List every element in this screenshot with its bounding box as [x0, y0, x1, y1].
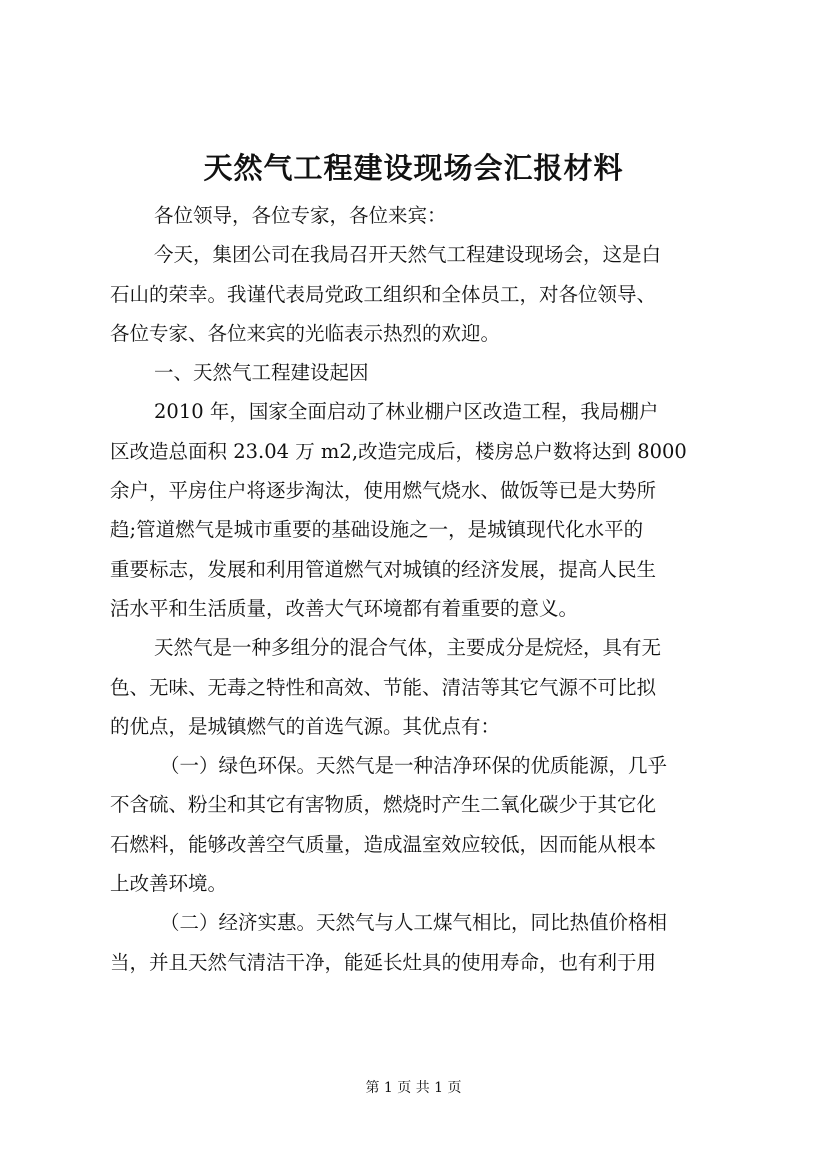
section-heading: 一、天然气工程建设起因	[154, 361, 369, 385]
paragraph-line: 活水平和生活质量，改善大气环境都有着重要的意义。	[110, 596, 579, 620]
page-number-footer: 第 1 页 共 1 页	[365, 1080, 462, 1096]
paragraph-line: 石山的荣幸。我谨代表局党政工组织和全体员工，对各位领导、	[110, 282, 657, 306]
document-body	[110, 196, 732, 982]
paragraph-line: 今天，集团公司在我局召开天然气工程建设现场会，这是白	[154, 243, 662, 267]
paragraph-line: 当，并且天然气清洁干净，能延长灶具的使用寿命，也有利于用	[110, 950, 657, 974]
paragraph-line: 重要标志，发展和利用管道燃气对城镇的经济发展，提高人民生	[110, 557, 657, 581]
paragraph-line: 上改善环境。	[110, 872, 228, 896]
paragraph-line: 天然气是一种多组分的混合气体，主要成分是烷烃，具有无	[154, 636, 662, 660]
paragraph-line: 不含硫、粉尘和其它有害物质，燃烧时产生二氧化碳少于其它化	[110, 793, 657, 817]
paragraph-line: 的优点，是城镇燃气的首选气源。其优点有：	[110, 714, 501, 738]
paragraph-line: 色、无味、无毒之特性和高效、节能、清洁等其它气源不可比拟	[110, 675, 657, 699]
list-item-line: （一）绿色环保。天然气是一种洁净环保的优质能源，几乎	[160, 754, 668, 778]
paragraph-line: 各位专家、各位来宾的光临表示热烈的欢迎。	[110, 321, 501, 345]
paragraph-line: 2010 年，国家全面启动了林业棚户区改造工程，我局棚户	[154, 400, 659, 424]
paragraph-line: 石燃料，能够改善空气质量，造成温室效应较低，因而能从根本	[110, 832, 657, 856]
document-title: 天然气工程建设现场会汇报材料	[203, 151, 624, 185]
paragraph-line: 余户，平房住户将逐步淘汰，使用燃气烧水、做饭等已是大势所	[110, 479, 657, 503]
list-item-line: （二）经济实惠。天然气与人工煤气相比，同比热值价格相	[160, 911, 668, 935]
paragraph-line: 区改造总面积 23.04 万 m2,改造完成后，楼房总户数将达到 8000	[110, 439, 687, 463]
greeting-line: 各位领导，各位专家，各位来宾：	[154, 204, 447, 227]
paragraph-line: 趋;管道燃气是城市重要的基础设施之一，是城镇现代化水平的	[110, 518, 644, 542]
